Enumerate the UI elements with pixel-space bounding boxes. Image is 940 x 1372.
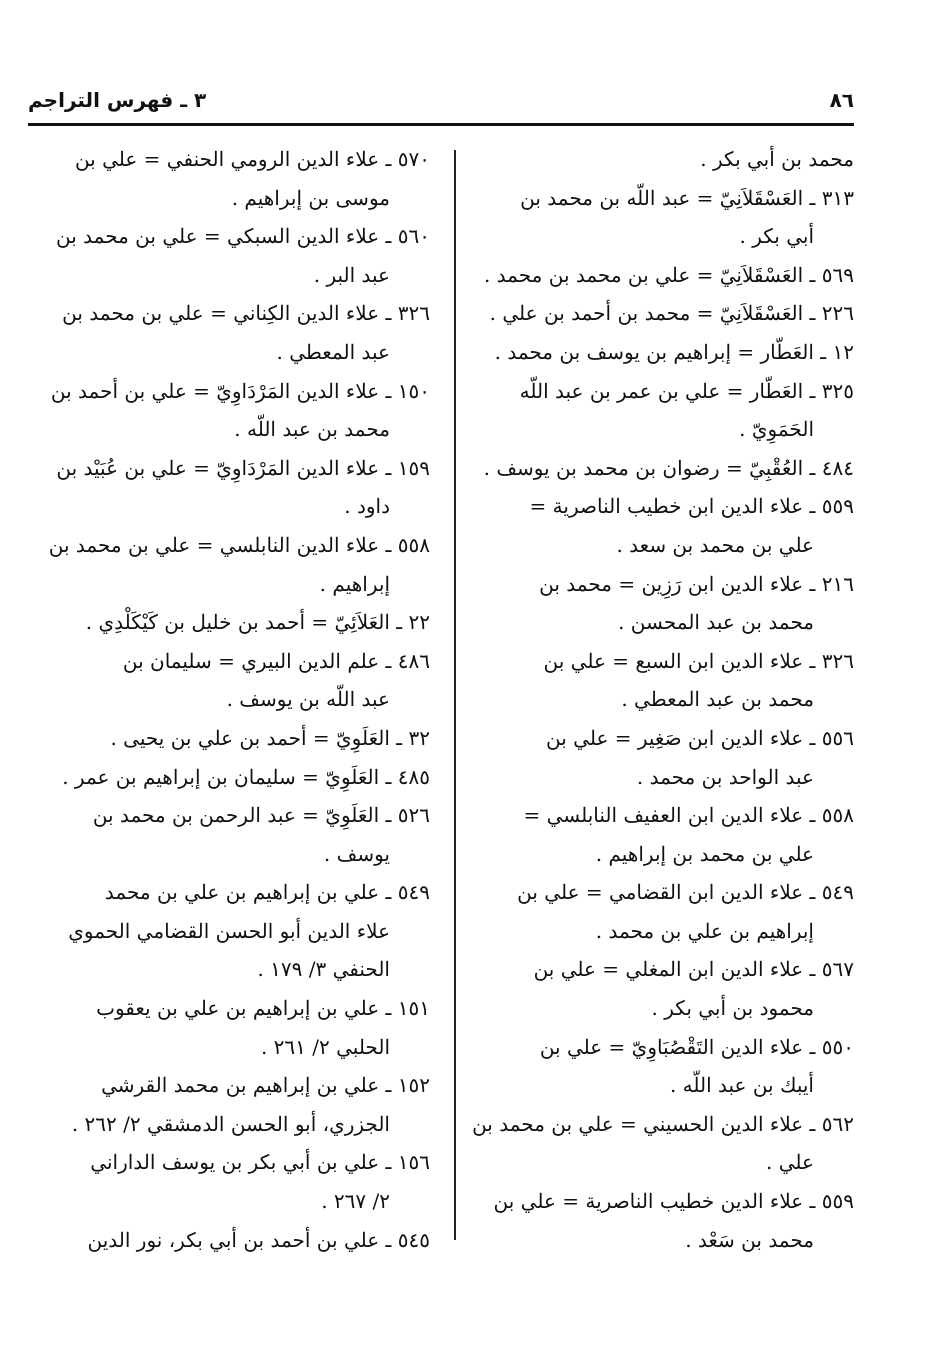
entry-line: ١٥٦ ـ علي بن أبي بكر بن يوسف الداراني bbox=[90, 1150, 430, 1175]
entry-continuation-line: عبد المعطي . bbox=[276, 339, 390, 364]
entry-continuation-line: موسى بن إبراهيم . bbox=[231, 185, 390, 210]
index-entry bbox=[472, 950, 854, 1027]
entry-line: ٣٢٥ ـ العَطّار = علي بن عمر بن عبد اللّه bbox=[519, 378, 854, 403]
entry-continuation-line: محمود بن أبي بكر . bbox=[651, 996, 814, 1021]
index-entry bbox=[472, 1105, 854, 1182]
entry-line: ٥٥٨ ـ علاء الدين ابن العفيف النابلسي = bbox=[523, 803, 854, 828]
entry-continuation-line: علي بن محمد بن سعد . bbox=[616, 532, 814, 557]
entry-continuation-line: علي بن محمد بن إبراهيم . bbox=[595, 841, 814, 866]
index-entry bbox=[42, 217, 430, 294]
entry-line: ١٢ ـ العَطّار = إبراهيم بن يوسف بن محمد . bbox=[494, 339, 854, 364]
entry-line: ١٥٠ ـ علاء الدين المَرْدَاوِيّ = علي بن أحمد بن bbox=[50, 378, 430, 403]
entry-continuation-line: علاء الدين أبو الحسن القضامي الحموي bbox=[68, 918, 390, 943]
index-entry bbox=[472, 256, 854, 295]
entry-continuation-line: محمد بن عبد المعطي . bbox=[621, 687, 814, 712]
section-title: ٣ ـ فهرس التراجم bbox=[28, 88, 207, 112]
header-rule bbox=[28, 123, 854, 126]
entry-line: ٢٢ ـ العَلاَئِيّ = أحمد بن خليل بن كَيْكَلْدِي . bbox=[85, 610, 430, 635]
index-entry bbox=[472, 449, 854, 488]
entry-continuation-line: ٢/ ٢٦٧ . bbox=[321, 1189, 390, 1214]
index-entry bbox=[472, 642, 854, 719]
index-entry bbox=[472, 796, 854, 873]
entry-line: ٥٥٩ ـ علاء الدين خطيب الناصرية = علي بن bbox=[493, 1189, 854, 1214]
left-column bbox=[42, 140, 430, 1259]
index-entry bbox=[472, 1028, 854, 1105]
index-entry bbox=[42, 989, 430, 1066]
entry-continuation-line: الجزري، أبو الحسن الدمشقي ٢/ ٢٦٢ . bbox=[71, 1111, 390, 1136]
index-entry bbox=[42, 873, 430, 989]
entry-line: ٢١٦ ـ علاء الدين ابن رَزِين = محمد بن bbox=[539, 571, 854, 596]
entry-line: ١٥٢ ـ علي بن إبراهيم بن محمد القرشي bbox=[101, 1073, 430, 1098]
entry-line: ٣٢ ـ العَلَوِيّ = أحمد بن علي بن يحيى . bbox=[110, 725, 430, 750]
entry-continuation-line: محمد بن عبد المحسن . bbox=[618, 610, 814, 635]
entry-line: محمد بن أبي بكر . bbox=[700, 147, 854, 171]
index-entry bbox=[472, 487, 854, 564]
entry-line: ٥٥٦ ـ علاء الدين ابن صَغِير = علي بن bbox=[546, 725, 854, 750]
index-entry bbox=[42, 1066, 430, 1143]
entry-continuation-line: الحنفي ٣/ ١٧٩ . bbox=[257, 957, 390, 982]
index-entry bbox=[472, 179, 854, 256]
entry-line: ٤٨٦ ـ علم الدين البيري = سليمان بن bbox=[122, 648, 430, 673]
entry-continuation-line: عبد البر . bbox=[313, 262, 390, 287]
entry-line: ١٥١ ـ علي بن إبراهيم بن علي بن يعقوب bbox=[96, 996, 430, 1021]
index-entry bbox=[42, 642, 430, 719]
entry-continuation-line: محمد بن سَعْد . bbox=[685, 1227, 814, 1252]
entry-line: ٥٦٢ ـ علاء الدين الحسيني = علي بن محمد بن bbox=[472, 1111, 854, 1136]
entry-line: ٥٧٠ ـ علاء الدين الرومي الحنفي = علي بن bbox=[74, 147, 430, 171]
entry-continuation-line: الحلبي ٢/ ٢٦١ . bbox=[260, 1034, 390, 1059]
entry-line: ٥٢٦ ـ العَلَوِيّ = عبد الرحمن بن محمد بن bbox=[92, 803, 430, 828]
entry-continuation-line: الحَمَوِيّ . bbox=[739, 417, 814, 442]
index-entry bbox=[472, 873, 854, 950]
entry-continuation-line: إبراهيم بن علي بن محمد . bbox=[595, 918, 814, 943]
entry-line: ٥٥٩ ـ علاء الدين ابن خطيب الناصرية = bbox=[529, 494, 854, 519]
entry-line: ٥٤٩ ـ علاء الدين ابن القضامي = علي بن bbox=[517, 880, 854, 905]
index-entry bbox=[42, 1143, 430, 1220]
entry-line: ٥٤٥ ـ علي بن أحمد بن أبي بكر، نور الدين bbox=[87, 1227, 430, 1252]
entry-continuation-line: عبد الواحد بن محمد . bbox=[636, 764, 814, 789]
entry-line: ٥٦٧ ـ علاء الدين ابن المغلي = علي بن bbox=[533, 957, 854, 982]
index-entry bbox=[42, 372, 430, 449]
entry-line: ٢٢٦ ـ العَسْقَلاَنِيّ = محمد بن أحمد بن علي . bbox=[489, 301, 854, 326]
index-entry bbox=[472, 140, 854, 179]
index-entry bbox=[472, 1182, 854, 1259]
entry-line: ٥٥٠ ـ علاء الدين التَقْصُبَاوِيّ = علي بن bbox=[539, 1034, 854, 1059]
entry-continuation-line: علي . bbox=[766, 1150, 814, 1175]
entry-line: ٥٦٩ ـ العَسْقَلاَنِيّ = علي بن محمد بن محمد . bbox=[483, 262, 854, 287]
right-column bbox=[472, 140, 854, 1259]
entry-line: ١٥٩ ـ علاء الدين المَرْدَاوِيّ = علي بن عُبَيْد بن bbox=[56, 455, 430, 480]
entry-line: ٣٢٦ ـ علاء الدين ابن السبع = علي بن bbox=[543, 648, 854, 673]
index-entry bbox=[42, 294, 430, 371]
index-entry bbox=[42, 603, 430, 642]
column-divider bbox=[454, 150, 456, 1240]
index-entry bbox=[42, 719, 430, 758]
entry-line: ٣١٣ ـ العَسْقَلاَنِيّ = عبد اللّه بن محمد بن bbox=[520, 185, 854, 210]
index-entry bbox=[42, 140, 430, 217]
entry-line: ٤٨٥ ـ العَلَوِيّ = سليمان بن إبراهيم بن عمر . bbox=[62, 764, 430, 789]
page-number: ٨٦ bbox=[829, 88, 854, 112]
index-entry bbox=[42, 796, 430, 873]
entry-continuation-line: داود . bbox=[344, 494, 390, 519]
index-entry bbox=[42, 758, 430, 797]
entry-continuation-line: إبراهيم . bbox=[319, 571, 390, 596]
index-entry bbox=[42, 1221, 430, 1260]
entry-line: ٣٢٦ ـ علاء الدين الكِناني = علي بن محمد بن bbox=[62, 301, 430, 326]
entry-line: ٥٥٨ ـ علاء الدين النابلسي = علي بن محمد بن bbox=[48, 532, 430, 557]
index-entry bbox=[472, 333, 854, 372]
index-entry bbox=[472, 294, 854, 333]
index-entry bbox=[472, 565, 854, 642]
entry-line: ٥٤٩ ـ علي بن إبراهيم بن علي بن محمد bbox=[104, 880, 430, 905]
entry-continuation-line: عبد اللّه بن يوسف . bbox=[226, 687, 390, 712]
index-entry bbox=[42, 526, 430, 603]
entry-continuation-line: أيبك بن عبد اللّه . bbox=[669, 1073, 814, 1098]
entry-line: ٤٨٤ ـ العُقْبِيّ = رضوان بن محمد بن يوسف . bbox=[483, 455, 854, 480]
entry-continuation-line: محمد بن عبد اللّه . bbox=[234, 417, 390, 442]
entry-line: ٥٦٠ ـ علاء الدين السبكي = علي بن محمد بن bbox=[55, 224, 430, 249]
index-entry bbox=[472, 372, 854, 449]
entry-continuation-line: يوسف . bbox=[323, 841, 390, 866]
page-header bbox=[28, 84, 854, 120]
index-entry bbox=[472, 719, 854, 796]
index-entry bbox=[42, 449, 430, 526]
entry-continuation-line: أبي بكر . bbox=[739, 224, 814, 249]
